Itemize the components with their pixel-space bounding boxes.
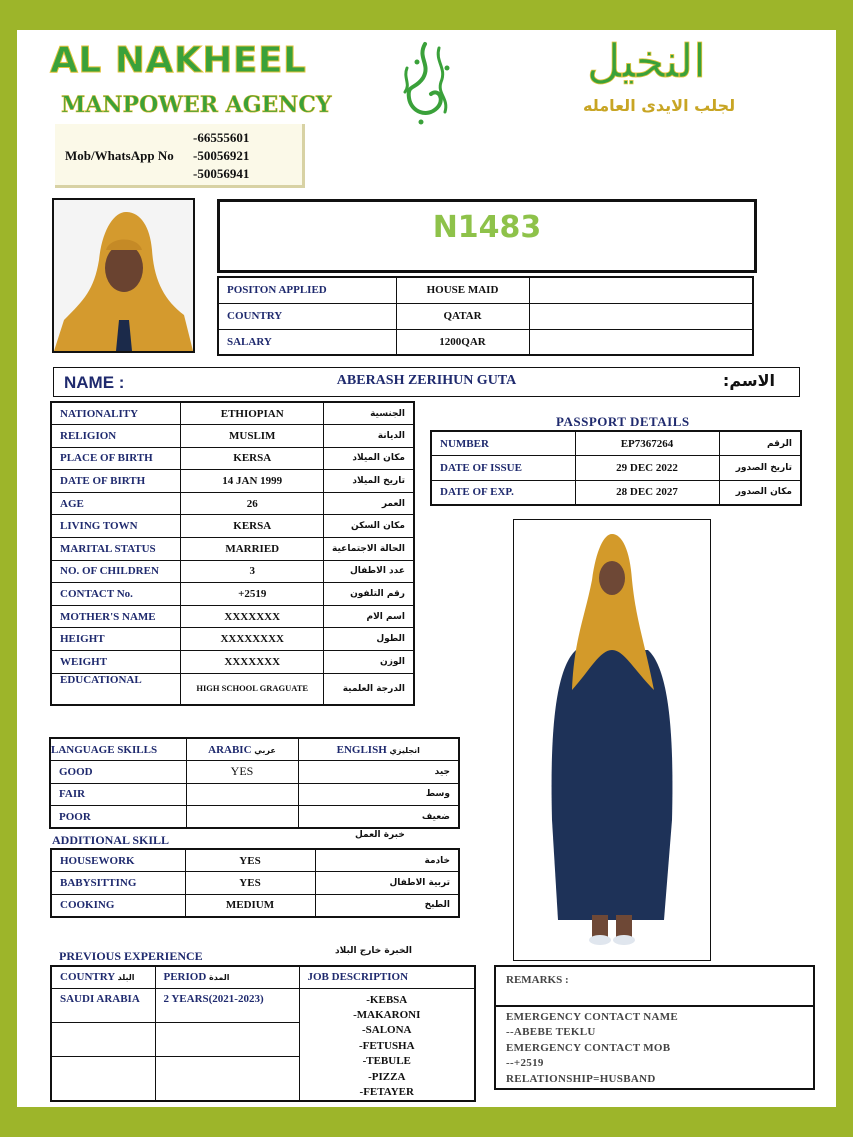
row-label-arabic: تاريخ الميلاد: [324, 470, 414, 493]
row-value: YES: [185, 872, 315, 895]
table-row: [51, 583, 414, 606]
additional-skill-title-arabic: خبرة العمل: [355, 830, 405, 840]
table-row: [51, 651, 414, 674]
calligraphy-logo-icon: [387, 38, 461, 128]
additional-skills-table: [50, 848, 460, 918]
list-item: -PIZZA: [368, 1070, 406, 1083]
table-row: [51, 447, 414, 470]
table-row: [51, 515, 414, 538]
row-label-arabic: الحالة الاجتماعية: [324, 538, 414, 561]
passport-title: PASSPORT DETAILS: [556, 414, 690, 429]
row-value: 14 JAN 1999: [181, 470, 324, 493]
row-label: EDUCATIONAL: [51, 673, 181, 705]
table-row: [218, 303, 753, 329]
position-value: HOUSE MAID: [396, 277, 529, 303]
agency-name-arabic: النخيل: [587, 34, 707, 88]
table-row: [50, 783, 459, 806]
row-value: KERSA: [181, 515, 324, 538]
remarks-header: [496, 967, 813, 1007]
list-item: -SALONA: [361, 1024, 412, 1037]
job-list: [299, 988, 475, 1101]
table-row: [50, 761, 459, 784]
row-label-arabic: الرقم: [719, 431, 801, 456]
position-table: [217, 276, 754, 356]
country-value: QATAR: [396, 303, 529, 329]
table-row: [51, 894, 459, 917]
empty-cell: [529, 277, 753, 303]
table-row: [431, 480, 801, 505]
previous-experience-title-arabic: الخبرة خارج البلاد: [335, 946, 412, 956]
emergency-contact-name-label: EMERGENCY CONTACT NAME: [506, 1011, 679, 1023]
arabic-header: ARABIC عربي: [186, 738, 298, 761]
table-row: [51, 605, 414, 628]
agency-name-line1: AL NAKHEEL: [50, 40, 307, 81]
table-row: [51, 966, 475, 988]
empty-cell: [155, 1056, 299, 1101]
table-row: [51, 560, 414, 583]
passport-table: [430, 430, 802, 506]
row-label: AGE: [51, 492, 181, 515]
emergency-contact-mob: --+2519: [506, 1057, 544, 1069]
english-header: ENGLISH انجليزي: [298, 738, 459, 761]
empty-cell: [51, 1022, 155, 1056]
position-label: POSITON APPLIED: [218, 277, 396, 303]
row-value: XXXXXXX: [181, 605, 324, 628]
row-label-arabic: العمر: [324, 492, 414, 515]
row-value: 3: [181, 560, 324, 583]
experience-country: SAUDI ARABIA: [51, 988, 155, 1022]
row-label-arabic: مكان السكن: [324, 515, 414, 538]
phone-number: -50056921: [193, 148, 250, 163]
full-body-photo: [513, 519, 711, 961]
remarks-box: [494, 965, 815, 1090]
experience-period: 2 YEARS(2021-2023): [155, 988, 299, 1022]
table-row: [218, 277, 753, 303]
previous-experience-title: PREVIOUS EXPERIENCE: [59, 949, 203, 963]
row-label: NATIONALITY: [51, 402, 181, 425]
row-label: MARITAL STATUS: [51, 538, 181, 561]
salary-value: 1200QAR: [396, 329, 529, 355]
row-label-arabic: الوزن: [324, 651, 414, 674]
table-row: [51, 872, 459, 895]
row-label-arabic: وسط: [298, 783, 459, 806]
contact-label: Mob/WhatsApp No: [65, 148, 174, 163]
row-label: COOKING: [51, 894, 185, 917]
job-description-header: JOB DESCRIPTION: [299, 966, 475, 988]
name-bar: [53, 367, 800, 397]
list-item: -FETAYER: [359, 1085, 414, 1098]
row-label: LIVING TOWN: [51, 515, 181, 538]
row-label-arabic: تربية الاطفال: [315, 872, 459, 895]
row-value: MUSLIM: [181, 425, 324, 448]
row-label: CONTACT No.: [51, 583, 181, 606]
salary-label: SALARY: [218, 329, 396, 355]
row-label-arabic: الدرجة العلمية: [324, 673, 414, 705]
language-skills-header: LANGUAGE SKILLS: [50, 738, 186, 761]
remarks-label: REMARKS :: [506, 974, 569, 986]
table-row: [431, 431, 801, 456]
period-header: PERIOD المدة: [155, 966, 299, 988]
row-value: XXXXXXXX: [181, 628, 324, 651]
row-label-arabic: الطول: [324, 628, 414, 651]
country-label: COUNTRY: [218, 303, 396, 329]
empty-cell: [529, 303, 753, 329]
row-label: MOTHER'S NAME: [51, 605, 181, 628]
table-row: [51, 628, 414, 651]
row-label-arabic: جيد: [298, 761, 459, 784]
candidate-code-box: [217, 199, 757, 273]
country-header: COUNTRY البلد: [51, 966, 155, 988]
row-value: YES: [185, 849, 315, 872]
row-label: HOUSEWORK: [51, 849, 185, 872]
row-value: MEDIUM: [185, 894, 315, 917]
row-value: YES: [186, 761, 298, 784]
row-label-arabic: الجنسية: [324, 402, 414, 425]
table-row: [51, 538, 414, 561]
row-value: 28 DEC 2027: [575, 480, 719, 505]
candidate-name: ABERASH ZERIHUN GUTA: [336, 373, 517, 388]
list-item: -TEBULE: [362, 1055, 411, 1068]
row-value: [186, 806, 298, 829]
row-label: RELIGION: [51, 425, 181, 448]
row-value: KERSA: [181, 447, 324, 470]
name-label: NAME :: [64, 373, 125, 392]
table-row: [51, 425, 414, 448]
row-value: MARRIED: [181, 538, 324, 561]
row-label-arabic: مكان الصدور: [719, 480, 801, 505]
row-label: DATE OF EXP.: [431, 480, 575, 505]
experience-table: [50, 965, 476, 1102]
row-label: WEIGHT: [51, 651, 181, 674]
row-label-arabic: اسم الام: [324, 605, 414, 628]
empty-cell: [51, 1056, 155, 1101]
row-label-arabic: مكان الميلاد: [324, 447, 414, 470]
row-label: NO. OF CHILDREN: [51, 560, 181, 583]
row-label-arabic: تاريخ الصدور: [719, 456, 801, 481]
cv-page: [17, 30, 836, 1107]
table-row: [50, 806, 459, 829]
emergency-contact-name: --ABEBE TEKLU: [506, 1026, 596, 1038]
candidate-code: N1483: [432, 210, 542, 245]
relationship: RELATIONSHIP=HUSBAND: [506, 1073, 656, 1085]
table-row: [50, 738, 459, 761]
row-label: NUMBER: [431, 431, 575, 456]
portrait-photo: [52, 198, 195, 353]
row-value: +2519: [181, 583, 324, 606]
row-label: PLACE OF BIRTH: [51, 447, 181, 470]
row-label: FAIR: [50, 783, 186, 806]
agency-name-line2: MANPOWER AGENCY: [61, 92, 332, 118]
list-item: -KEBSA: [366, 993, 408, 1006]
row-label: DATE OF ISSUE: [431, 456, 575, 481]
row-label: GOOD: [50, 761, 186, 784]
row-label-arabic: عدد الاطفال: [324, 560, 414, 583]
table-row: [51, 402, 414, 425]
table-row: [51, 849, 459, 872]
row-value: EP7367264: [575, 431, 719, 456]
phone-number: -66555601: [193, 130, 250, 145]
table-row: [51, 673, 414, 705]
table-row: [431, 456, 801, 481]
row-label: DATE OF BIRTH: [51, 470, 181, 493]
additional-skill-title: ADDITIONAL SKILL: [52, 833, 170, 847]
row-value: XXXXXXX: [181, 651, 324, 674]
row-label-arabic: ضعيف: [298, 806, 459, 829]
language-skills-table: [49, 737, 460, 829]
agency-tagline-arabic: لجلب الايدى العامله: [583, 96, 736, 115]
phone-box: [55, 124, 305, 188]
table-row: [51, 492, 414, 515]
empty-cell: [155, 1022, 299, 1056]
personal-details-table: [50, 401, 415, 706]
row-value: ETHIOPIAN: [181, 402, 324, 425]
row-value: 29 DEC 2022: [575, 456, 719, 481]
table-row: [218, 329, 753, 355]
table-row: [51, 470, 414, 493]
list-item: -FETUSHA: [358, 1039, 415, 1052]
row-value: 26: [181, 492, 324, 515]
empty-cell: [529, 329, 753, 355]
row-value: [186, 783, 298, 806]
row-label: HEIGHT: [51, 628, 181, 651]
row-label-arabic: خادمة: [315, 849, 459, 872]
emergency-contact-mob-label: EMERGENCY CONTACT MOB: [506, 1042, 671, 1054]
table-row: [51, 988, 475, 1022]
row-label-arabic: الديانة: [324, 425, 414, 448]
row-label: POOR: [50, 806, 186, 829]
row-value: HIGH SCHOOL GRAGUATE: [181, 673, 324, 705]
phone-number: -50056941: [193, 166, 250, 181]
row-label-arabic: الطبخ: [315, 894, 459, 917]
row-label: BABYSITTING: [51, 872, 185, 895]
list-item: -MAKARONI: [353, 1008, 421, 1021]
row-label-arabic: رقم التلفون: [324, 583, 414, 606]
name-label-arabic: الاسم:: [722, 371, 775, 390]
